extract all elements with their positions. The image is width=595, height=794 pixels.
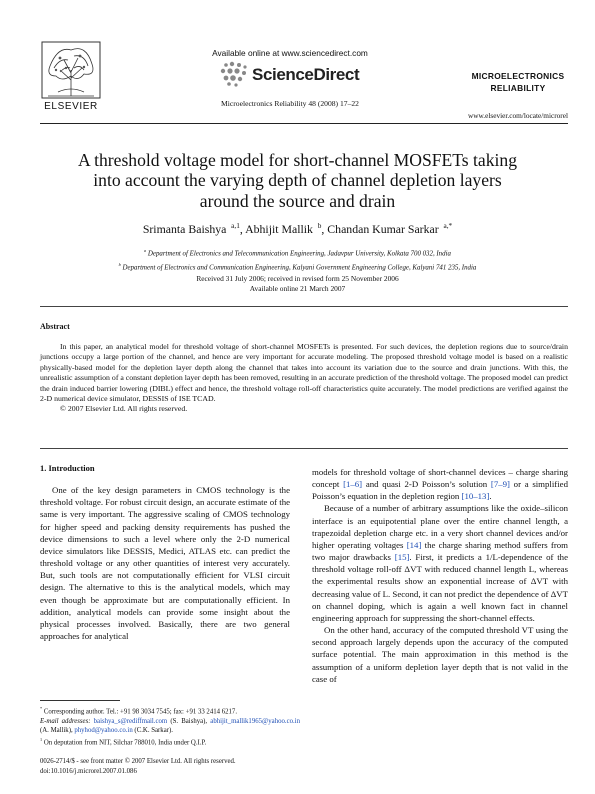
article-dates xyxy=(40,274,555,295)
email-link[interactable]: phyhod@yahoo.co.in xyxy=(74,727,133,735)
text-run: the charge sharing method suffers from two major drawbacks xyxy=(312,539,569,563)
abstract-copyright: © 2007 Elsevier Ltd. All rights reserved. xyxy=(60,404,188,414)
abstract-body xyxy=(40,342,568,415)
footnote-mark: 1 xyxy=(40,737,43,743)
sciencedirect-wordmark: ScienceDirect xyxy=(252,65,360,84)
author-name[interactable]: Chandan Kumar Sarkar xyxy=(327,221,439,236)
reference-link[interactable]: [14] xyxy=(406,539,422,550)
reference-link[interactable]: [10–13] xyxy=(461,491,490,502)
footnote-rule xyxy=(40,700,120,701)
header-rule xyxy=(40,123,568,124)
text-run: and quasi 2-D Poisson’s solution xyxy=(362,479,491,490)
text-run: models for threshold voltage of short-channel devices – charge sharing concept xyxy=(312,467,568,490)
right-column xyxy=(312,466,568,685)
title-line: around the source and drain xyxy=(199,190,396,211)
reference-link[interactable]: [1–6] xyxy=(343,479,363,490)
email-label: E-mail addresses: xyxy=(40,717,91,725)
sciencedirect-logo xyxy=(218,60,378,88)
text-run: (A. Mallik), xyxy=(40,727,75,735)
email-link[interactable]: abhijit_mallik1965@yahoo.co.in xyxy=(210,717,300,725)
affiliation-text: Department of Electronics and Telecommunication Engineering, Jadavpur University, Kolkata 700 032, India xyxy=(147,250,451,258)
body-paragraph xyxy=(312,502,568,624)
journal-citation: Microelectronics Reliability 48 (2008) 17–22 xyxy=(221,99,359,108)
footnote-text: On deputation from NIT, Silchar 788010, India under Q.I.P. xyxy=(43,739,207,747)
elsevier-tree-icon xyxy=(40,40,102,100)
journal-title-line1: MICROELECTRONICS xyxy=(471,71,565,81)
affiliation-mark: b xyxy=(118,261,121,267)
received-date: Received 31 July 2006; received in revised form 25 November 2006 xyxy=(196,274,399,283)
section-heading: 1. Introduction xyxy=(40,463,95,473)
title-line: into account the varying depth of channel depletion layers xyxy=(93,170,502,191)
email-link[interactable]: baishya_s@rediffmail.com xyxy=(93,717,168,725)
footnote-deputation xyxy=(40,735,300,748)
author-affil-mark: a,* xyxy=(443,221,453,230)
footnotes xyxy=(40,704,300,748)
reference-link[interactable]: [7–9] xyxy=(490,479,510,490)
issn-line: 0026-2714/$ - see front matter © 2007 Elsevier Ltd. All rights reserved. xyxy=(40,758,236,765)
affiliation-item xyxy=(40,260,555,274)
text-run: . First, it predicts a 1/L-dependence of the threshold voltage roll-off ΔVT with reduced channel length L, whereas the experimental results show an exponential increase of ΔVT with decreasing value of L. Second, it can not predict the dependence of ΔVT on channel doping, which is again a well known fact in channel engineering approach for suppressing the short-channel effects. xyxy=(312,552,568,623)
text-run: (S. Baishya), xyxy=(167,717,211,725)
journal-url-link[interactable]: www.elsevier.com/locate/microrel xyxy=(467,111,568,120)
available-date: Available online 21 March 2007 xyxy=(249,284,346,294)
author-affil-mark: a,1 xyxy=(231,221,240,230)
footnote-text: Corresponding author. Tel.: +91 98 3034 7545; fax: +91 33 2414 6217. xyxy=(43,708,238,716)
footnote-emails xyxy=(40,717,300,736)
article-title xyxy=(40,150,555,211)
title-line: A threshold voltage model for short-channel MOSFETs taking xyxy=(77,150,518,170)
reference-link[interactable]: [15] xyxy=(394,552,410,563)
elsevier-logo xyxy=(40,40,102,116)
text-run: Because of a number of arbitrary assumptions like the oxide–silicon interface is an equipotential plane over the entire channel length, a trapezoidal depletion charge etc. in a very short channel devices and/or higher operating voltages xyxy=(312,503,568,550)
footnote-mark: * xyxy=(40,706,43,711)
affiliation-text: Department of Electronics and Communication Engineering, Kalyani Government Engineering College, Kalyani 741 235, India xyxy=(122,264,477,272)
sciencedirect-dots-icon xyxy=(218,60,252,88)
abstract-paragraph: In this paper, an analytical model for threshold voltage of short-channel MOSFETs is presented. For such devices, the depletion regions due to source/drain junctions occupy a large portion of the channel, and hence are very important for accurate modeling. The proposed threshold voltage model is based on a realistic physically-based model for the depletion layer depth along the channel that takes into account its variation due to the source and drain junctions. With this, the unrealistic assumption of a constant depletion layer depth has been removed, resulting in an accurate prediction of the threshold voltage. The proposed model can predict the drain induced barrier lowering (DIBL) effect and hence, the threshold voltage roll-off characteristics quite accurately. The model predictions are verified against the 2-D numerical device simulator, DESSIS of ISE TCAD. xyxy=(40,342,568,404)
journal-title xyxy=(470,70,566,94)
title-rule xyxy=(40,306,568,307)
affiliation-item xyxy=(40,246,555,260)
abstract-rule xyxy=(40,448,568,449)
text-run: . xyxy=(489,491,492,502)
doi-line[interactable]: doi:10.1016/j.microrel.2007.01.086 xyxy=(40,768,137,775)
text-run: or a simplified Poisson’s equation in the depletion region xyxy=(312,479,568,502)
author-name[interactable]: Srimanta Baishya xyxy=(142,221,227,236)
affiliations xyxy=(40,246,555,274)
text-run: (C.K. Sarkar). xyxy=(132,727,173,735)
body-paragraph: On the other hand, accuracy of the computed threshold VT using the second approach largely depends upon the accuracy of the computed surface potential. The main approximation in this method is the assumption of a uniform depletion layer depth that is not valid in the case of xyxy=(312,625,568,684)
elsevier-wordmark: ELSEVIER xyxy=(44,101,98,112)
author-name[interactable]: Abhijit Mallik xyxy=(245,221,313,236)
author-list: Srimanta Baishya $^{a,1}$, Abhijit Mallik $^b$, Chandan Kumar Sarkar $^{a,*}$ xyxy=(142,221,453,236)
footnote-corresponding xyxy=(40,704,300,717)
body-paragraph xyxy=(312,466,568,502)
journal-title-line2: RELIABILITY xyxy=(490,83,546,93)
affiliation-mark: a xyxy=(144,248,147,253)
abstract-heading: Abstract xyxy=(40,322,70,331)
author-affil-mark: b xyxy=(317,221,322,230)
article-footer xyxy=(40,757,340,777)
body-paragraph: One of the key design parameters in CMOS technology is the threshold voltage. For robust circuit design, an accurate estimate of the same is very important. The aggressive scaling of CMOS technology for higher speed and packing density requirements has pushed the device dimensions to such a level where only the 2-D numerical device simulators like DESSIS, Medici, ATLAS etc. can predict the threshold voltage or any other quantities of interest very accurately. But, such tools are not computationally efficient for VLSI circuit design. The alternative to this is the analytical models, which may even though be approximate but are computationally efficient. In addition, analytical models can provide some insight about the physical processes involved. Basically, there are two general approaches for analytical xyxy=(40,485,290,642)
left-column xyxy=(40,462,290,642)
available-online-text: Available online at www.sciencedirect.com xyxy=(212,48,368,58)
